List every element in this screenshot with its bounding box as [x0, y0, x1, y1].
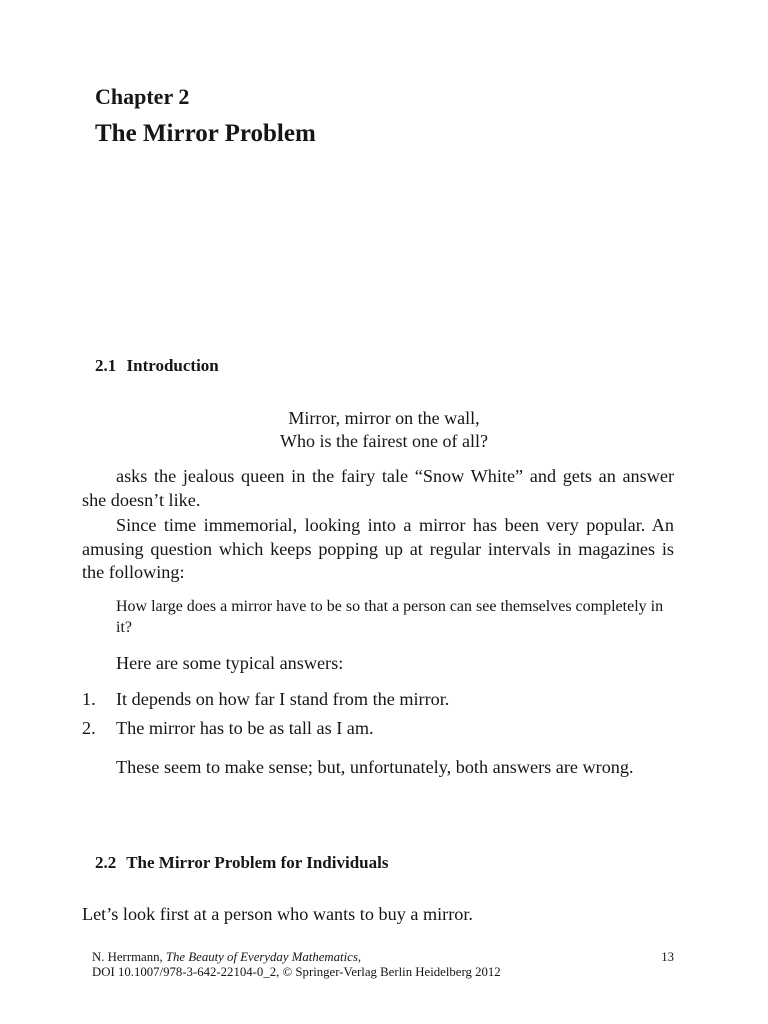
list-text: The mirror has to be as tall as I am.	[116, 718, 374, 738]
chapter-label: Chapter 2	[95, 84, 190, 109]
footer-author: N. Herrmann,	[92, 950, 166, 964]
footer-book-title: The Beauty of Everyday Mathematics	[165, 950, 358, 964]
paragraph: asks the jealous queen in the fairy tale “Snow White” and gets an answer she doesn’t like.	[82, 466, 674, 510]
poem-line-2: Who is the fairest one of all?	[280, 431, 488, 451]
chapter-title: The Mirror Problem	[95, 120, 316, 147]
list-number: 1.	[82, 689, 96, 709]
list-text: It depends on how far I stand from the mirror.	[116, 689, 450, 709]
list-item	[82, 688, 449, 711]
section-title: Introduction	[126, 356, 219, 375]
paragraph: These seem to make sense; but, unfortunately, both answers are wrong.	[116, 757, 634, 777]
footer-comma: ,	[357, 950, 362, 964]
block-quote: How large does a mirror have to be so that a person can see themselves completely in it?	[116, 598, 664, 636]
section-heading-introduction	[95, 355, 219, 377]
section-title: The Mirror Problem for Individuals	[126, 853, 389, 872]
list-number: 2.	[82, 718, 96, 738]
section-number: 2.2	[95, 853, 117, 872]
section-heading-mirror-problem-individuals	[95, 852, 388, 874]
footer-citation	[92, 949, 361, 965]
page-number: 13	[661, 950, 674, 964]
list-item	[82, 717, 374, 740]
paragraph: Let’s look first at a person who wants to buy a mirror.	[82, 904, 473, 924]
footer-doi: DOI 10.1007/978-3-642-22104-0_2, © Springer-Verlag Berlin Heidelberg 2012	[92, 965, 501, 979]
section-number: 2.1	[95, 356, 117, 375]
paragraph: Here are some typical answers:	[116, 653, 344, 673]
poem-line-1: Mirror, mirror on the wall,	[288, 408, 480, 428]
paragraph: Since time immemorial, looking into a mirror has been very popular. An amusing question which keeps popping up at regular intervals in magazines is the following:	[82, 515, 674, 582]
